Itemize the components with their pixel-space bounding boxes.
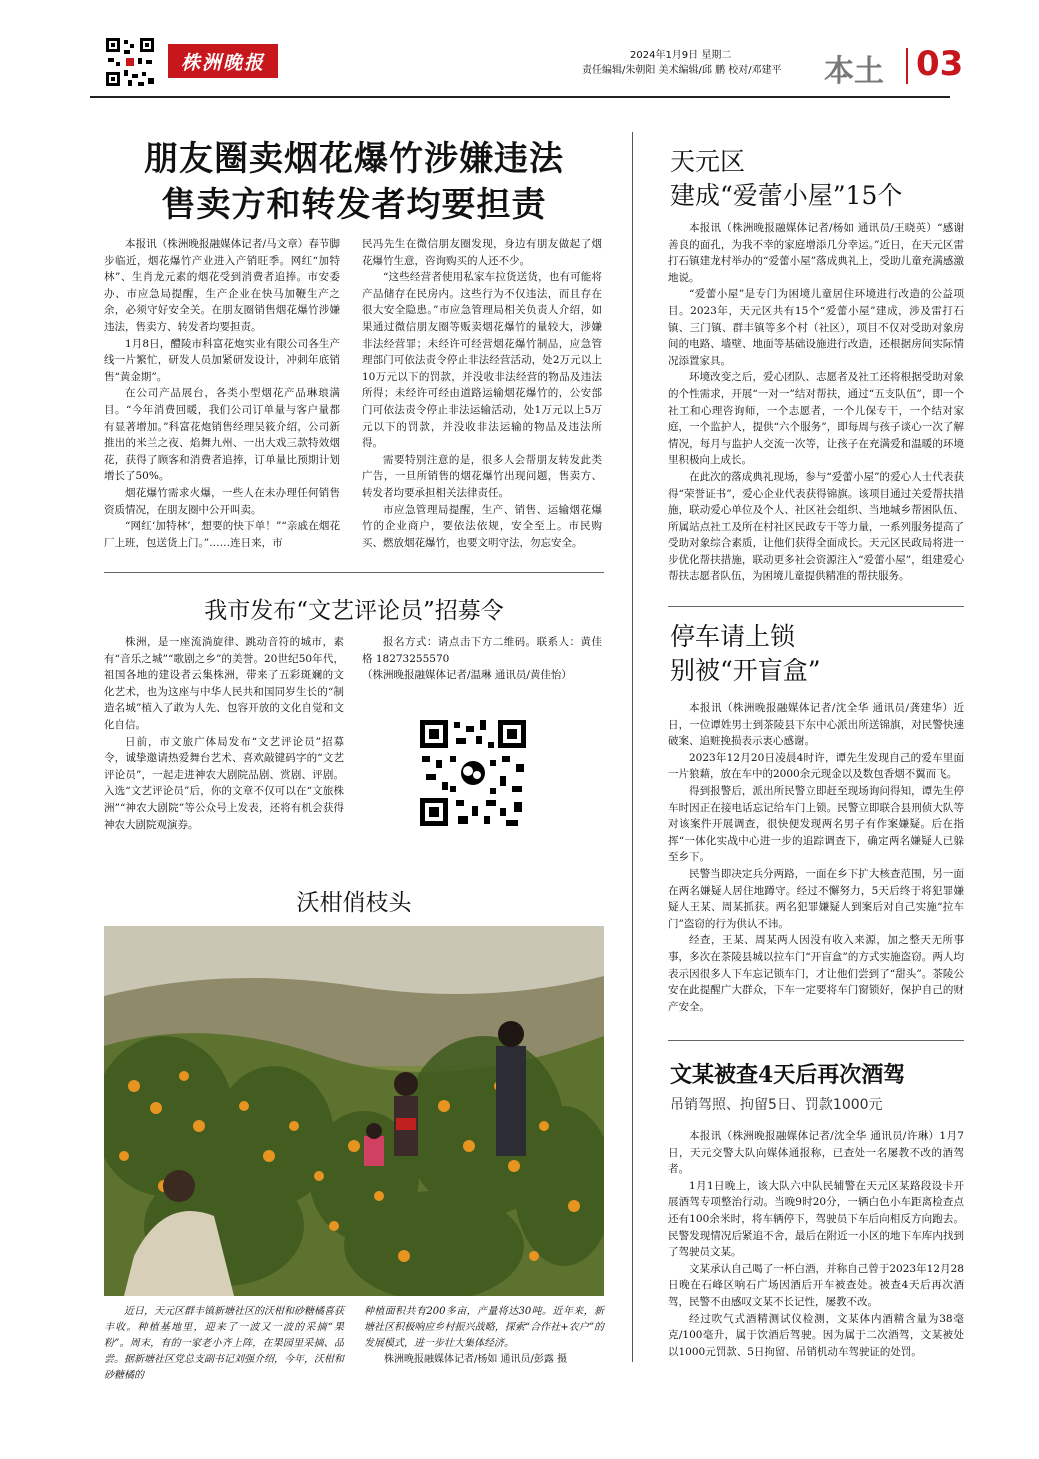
article1-headline <box>104 136 604 228</box>
article2-title-line1: 天元区 <box>670 147 746 176</box>
article5-body <box>668 1128 964 1360</box>
header-meta <box>582 48 782 78</box>
paragraph: 得到报警后，派出所民警立即赶至现场询问得知，谭先生停车时因正在接电话忘记给车门上锁。民警立即联合县刑侦大队等对该案件开展调查，很快便发现两名男子有作案嫌疑。后在指挥“一体化实战中心进一步的追踪调查下，确定两名嫌疑人已躲至乡下。 <box>668 784 964 864</box>
paragraph: 环境改变之后，爱心团队、志愿者及社工还将根据受助对象的个性需求，开展“一对一”结对帮扶，通过“五支队伍”，即一个社工和心理咨询师，一个志愿者，一个儿保专干，一个结对家庭，一个监护人，提供“六个服务”，即每周与孩子谈心一次了解情况，每月与监护人交流一次等，让孩子在充满爱和温暖的环境里积极向上成长。 <box>668 371 964 467</box>
article3-col1 <box>104 634 344 833</box>
paragraph: 市应急管理局提醒，生产、销售、运输烟花爆竹的企业商户，要依法依规，安全至上。市民购买、燃放烟花爆竹，也要文明守法，勿忘安全。 <box>362 503 602 549</box>
paragraph: 本报讯（株洲晚报融媒体记者/杨如 通讯员/王晓英）“感谢善良的面孔，为我不幸的家庭增添几分幸运。”近日，在天元区雷打石镇建龙村举办的“爱蕾小屋”落成典礼上，受助儿童充满感激地说。 <box>668 222 964 284</box>
divider <box>104 572 604 573</box>
article4-title-line2: 别被“开盲盒” <box>670 656 821 685</box>
divider <box>668 606 964 607</box>
paragraph: 本报讯（株洲晚报融媒体记者/沈全华 通讯员/许琳）1月7日，天元交警大队向媒体通报称，已查处一名屡教不改的酒驾者。 <box>668 1130 964 1176</box>
article5-headline: 文某被查4天后再次酒驾 <box>670 1062 906 1088</box>
header-divider <box>906 48 908 84</box>
article4-title-line1: 停车请上锁 <box>670 622 796 651</box>
caption-col2 <box>364 1304 604 1384</box>
orchard-photo <box>104 926 604 1296</box>
editors-line: 责任编辑/朱朝阳 美术编辑/邱 鹏 校对/邓建平 <box>582 65 782 76</box>
article1-col1 <box>104 236 340 551</box>
paragraph: 民冯先生在微信朋友圈发现，身边有朋友做起了烟花爆竹生意，咨询购买的人还不少。 <box>362 238 602 267</box>
caption-text: 种植面积共有200多亩，产量将达30吨。近年来，新塘社区积极响应乡村振兴战略，探索“合作社+农户”的发展模式，进一步壮大集体经济。 <box>364 1306 604 1349</box>
paragraph: 文某承认自己喝了一杯白酒，并称自己曾于2023年12月28日晚在石峰区响石广场因酒后开车被查处。被查4天后再次酒驾，民警不由感叹文某不长记性，屡教不改。 <box>668 1262 964 1308</box>
paragraph: 2023年12月20日凌晨4时许，谭先生发现自己的爱车里面一片狼藉，放在车中的2000余元现金以及数包香烟不翼而飞。 <box>668 751 964 781</box>
paragraph: 经查，王某、周某两人因没有收入来源，加之整天无所事事，多次在茶陵县城以拉车门“开盲盒”的方式实施盗窃。两人均表示因很多人下车忘记锁车门，才让他们尝到了“甜头”。茶陵公安在此提醒广大群众，下车一定要将车门窗锁好，保护自己的财产安全。 <box>668 934 964 1013</box>
article5-subtitle: 吊销驾照、拘留5日、罚款1000元 <box>670 1097 883 1113</box>
article4-headline <box>670 620 970 688</box>
article3-headline: 我市发布“文艺评论员”招募令 <box>204 598 504 624</box>
paragraph: 株洲，是一座流淌旋律、跳动音符的城市，素有“音乐之城”“歌剧之乡”的美誉。20世纪50年代，祖国各地的建设者云集株洲，带来了五彩斑斓的文化艺术，也为这座与中华人民共和国同岁生长的“制造名城”植入了敢为人先、包容开放的文化自觉和文化自信。 <box>104 636 344 731</box>
paragraph: “这些经营者使用私家车拉货送货，也有可能将产品储存在民房内。这些行为不仅违法，而且存在很大安全隐患。”市应急管理局相关负责人介绍，如果通过微信朋友圈等贩卖烟花爆竹的量较大，涉嫌非法经营罪；未经许可经营烟花爆竹制品，应急管理部门可依法责令停止非法经营活动，处2万元以上10万元以下的罚款，并没收非法经营的物品及违法所得；未经许可经由道路运输烟花爆竹的，公安部门可依法责令停止非法运输活动，处1万元以上5万元以下的罚款，并没收非法运输的物品及违法所得。 <box>362 271 602 450</box>
paragraph: 报名方式：请点击下方二维码。联系人：黄佳格 18273255570 <box>362 636 602 665</box>
article2-title-line2: 建成“爱蕾小屋”15个 <box>670 181 903 210</box>
date-line: 2024年1月9日 星期二 <box>630 50 732 61</box>
header-rule <box>90 96 950 98</box>
column-divider <box>632 132 633 1362</box>
article4-body <box>668 700 964 1015</box>
paragraph: 在此次的落成典礼现场，参与“爱蕾小屋”的爱心人士代表获得“荣誉证书”，爱心企业代表获得锦旗。该项目通过关爱帮扶措施，联动爱心单位及个人、社区社会组织、当地城乡帮困队伍、所属站点社工及所在村社区民政专干等力量，一系列服务提高了受助对象综合素质，让他们获得全面成长。天元区民政局将进一步优化帮扶措施，联动更多社会资源注入“爱蕾小屋”，组建爱心帮扶志愿者队伍，为困境儿童提供精准的帮扶服务。 <box>668 470 964 583</box>
article1-title-line1: 朋友圈卖烟花爆竹涉嫌违法 <box>144 139 564 179</box>
paragraph: 日前，市文旅广体局发布“文艺评论员”招募令，诚挚邀请热爱舞台艺术、喜欢敲键码字的“文艺评论员”，一起走进神农大剧院品剧、赏剧、评剧。入选“文艺评论员”后，你的文章不仅可以在“文旅株洲”“神农大剧院”等公众号上发表，还将有机会获得神农大剧院观演券。 <box>104 735 344 831</box>
paragraph: 烟花爆竹需求火爆，一些人在未办理任何销售资质情况，在朋友圈中公开叫卖。 <box>104 486 340 516</box>
paragraph: 在公司产品展台，各类小型烟花产品琳琅满目。“今年消费回暖，我们公司订单量与客户量都有显著增加。”科富花炮销售经理吴筱介绍，公司新推出的米兰之夜、焰舞九州、一出大戏三款特效烟花，获得了顾客和消费者追捧，订单量比预期计划增长了50%。 <box>104 387 340 483</box>
paragraph: 1月8日，醴陵市科富花炮实业有限公司各生产线一片繁忙，研发人员加紧研发设计，冲刺年底销售“黄金期”。 <box>104 337 340 383</box>
paragraph: 经过吹气式酒精测试仪检测，文某体内酒精含量为38毫克/100毫升，属于饮酒后驾驶。因为属于二次酒驾，文某被处以1000元罚款、5日拘留、吊销机动车驾驶证的处罚。 <box>668 1312 964 1358</box>
paragraph: “爱蕾小屋”是专门为困境儿童居住环境进行改造的公益项目。2023年，天元区共有15个“爱蕾小屋”建成，涉及雷打石镇、三门镇、群丰镇等多个村（社区），项目不仅对受助对象房间的电路、墙壁、地面等基础设施进行改造，还根据房间实际情况添置家具。 <box>668 288 964 367</box>
article2-body <box>668 220 964 585</box>
article1-title-line2: 售卖方和转发者均要担责 <box>161 185 547 225</box>
paragraph: “网红‘加特林’，想要的快下单！”“亲戚在烟花厂上班，包送货上门。”……连日来，市 <box>104 520 340 549</box>
photo-caption <box>104 1304 604 1384</box>
paragraph: 民警当即决定兵分两路，一面在乡下扩大核查范围，另一面在两名嫌疑人居住地蹲守。经过不懈努力，5天后终于将犯罪嫌疑人王某、周某抓获。两名犯罪嫌疑人到案后对自己实施“拉车门”盗窃的行为供认不讳。 <box>668 867 964 930</box>
article3-col2 <box>362 634 602 684</box>
paragraph: （株洲晚报融媒体记者/温琳 通讯员/黄佳怡） <box>362 669 572 682</box>
newspaper-logo: 株洲晚报 <box>168 44 278 78</box>
section-name: 本土 <box>824 54 884 89</box>
paragraph: 本报讯（株洲晚报融媒体记者/马文章）春节脚步临近，烟花爆竹产业进入产销旺季。网红“加特林”、生肖龙元素的烟花受到消费者追捧。市安委办、市应急局提醒，生产企业在快马加鞭生产之余，必须守好安全关。在朋友圈销售烟花爆竹涉嫌违法，售卖方、转发者均要担责。 <box>104 238 340 333</box>
photo-feature-headline: 沃柑俏枝头 <box>296 890 412 916</box>
article2-headline <box>670 145 970 213</box>
qr-code-icon <box>104 36 156 88</box>
paragraph: 本报讯（株洲晚报融媒体记者/沈全华 通讯员/龚建华）近日，一位谭姓男士到茶陵县下东中心派出所送锦旗，对民警快速破案、追赃挽损表示衷心感谢。 <box>668 702 964 748</box>
page-number: 03 <box>916 44 964 84</box>
photo-credit: 株洲晚报融媒体记者/杨如 通讯员/彭露 摄 <box>384 1354 568 1365</box>
divider <box>668 1040 964 1041</box>
paragraph: 需要特别注意的是，很多人会帮朋友转发此类广告，一旦所销售的烟花爆竹出现问题，售卖方、转发者均要承担相关法律责任。 <box>362 453 602 499</box>
article1-col2 <box>362 236 602 551</box>
recruit-qr-code-icon[interactable] <box>416 716 530 830</box>
paragraph: 1月1日晚上，该大队六中队民辅警在天元区某路段设卡开展酒驾专项整治行动。当晚9时20分，一辆白色小车距离检查点还有100余米时，将车辆停下，驾驶员下车后向相反方向跑去。民警发现情况后紧追不舍，最后在附近一小区的地下车库内找到了驾驶员文某。 <box>668 1179 964 1259</box>
caption-col1: 近日，天元区群丰镇新塘社区的沃柑和砂糖橘喜获丰收。种植基地里，迎来了一波又一波的采摘“果粉”。周末，有的一家老小齐上阵，在果园里采摘、品尝。据新塘社区党总支副书记刘强介绍，今年，沃柑和砂糖橘的 <box>104 1306 344 1381</box>
